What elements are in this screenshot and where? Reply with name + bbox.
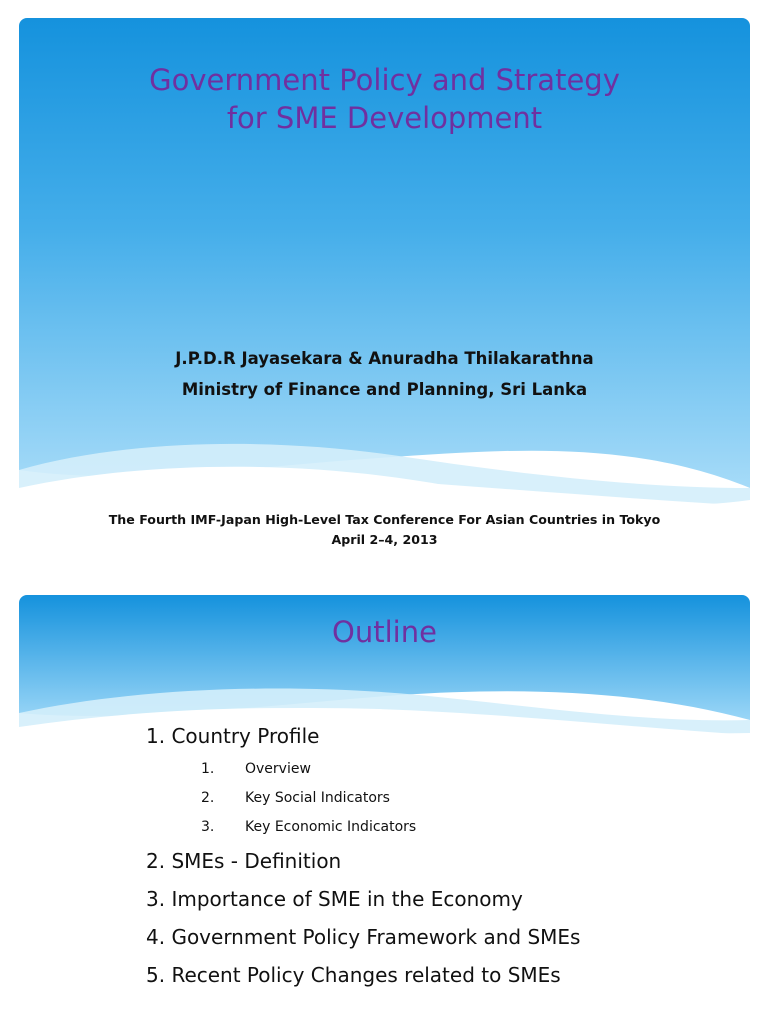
outline-item-label: 5. Recent Policy Changes related to SMEs <box>146 963 561 987</box>
title-line-2: for SME Development <box>226 101 543 135</box>
conference-name: The Fourth IMF-Japan High-Level Tax Conference For Asian Countries in Tokyo <box>108 512 661 527</box>
outline-subitem-number: 3. <box>201 819 215 835</box>
outline-list <box>146 717 750 994</box>
conference-date: April 2–4, 2013 <box>331 532 438 547</box>
presentation-title <box>19 61 750 137</box>
outline-item <box>146 717 750 755</box>
outline-subitem <box>146 813 750 842</box>
outline-subitem-label: Key Social Indicators <box>245 790 390 806</box>
outline-item <box>146 918 750 956</box>
outline-title: Outline <box>332 615 437 649</box>
outline-item-label: 1. Country Profile <box>146 724 320 748</box>
outline-subitem <box>146 784 750 813</box>
outline-item <box>146 956 750 994</box>
outline-item-label: 4. Government Policy Framework and SMEs <box>146 925 581 949</box>
outline-item-label: 2. SMEs - Definition <box>146 849 342 873</box>
authors-block <box>19 343 750 405</box>
authors-affiliation: Ministry of Finance and Planning, Sri Lanka <box>181 380 588 399</box>
outline-subitem <box>146 755 750 784</box>
title-slide <box>19 18 750 578</box>
title-line-1: Government Policy and Strategy <box>149 63 620 97</box>
outline-item <box>146 880 750 918</box>
outline-slide <box>19 595 750 1024</box>
outline-subitem-label: Overview <box>245 761 311 777</box>
outline-item-label: 3. Importance of SME in the Economy <box>146 887 523 911</box>
outline-item <box>146 842 750 880</box>
outline-subitem-number: 1. <box>201 761 215 777</box>
outline-subitem-label: Key Economic Indicators <box>245 819 417 835</box>
outline-subitem-number: 2. <box>201 790 215 806</box>
conference-info <box>19 510 750 550</box>
authors-names: J.P.D.R Jayasekara & Anuradha Thilakarathna <box>175 349 594 368</box>
